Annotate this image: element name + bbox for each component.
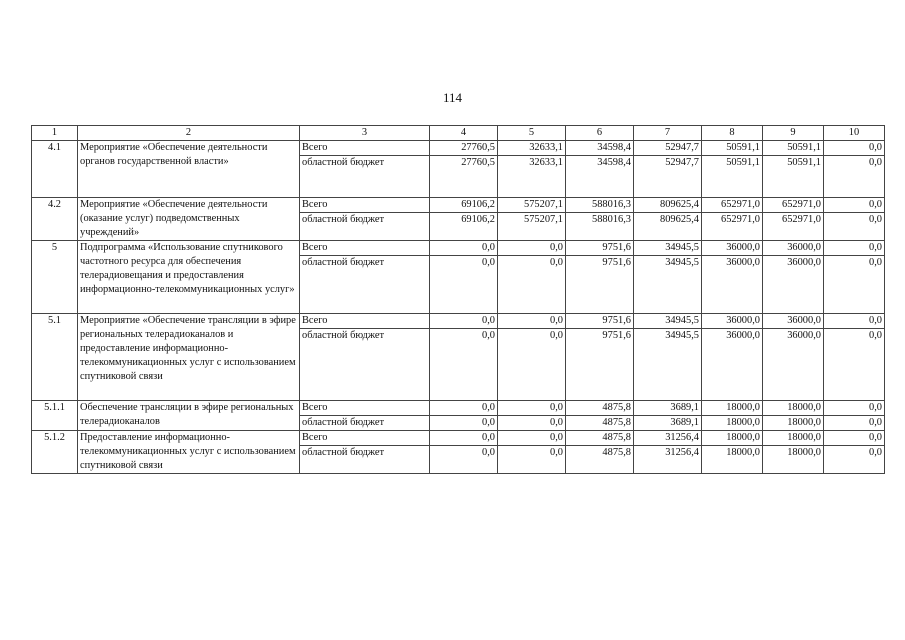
row-number: 5.1.2 (32, 431, 78, 474)
value-cell: 809625,4 (634, 213, 702, 241)
value-cell: 69106,2 (430, 198, 498, 213)
value-cell: 50591,1 (702, 141, 763, 156)
page-number: 114 (442, 90, 463, 105)
value-cell: 0,0 (824, 213, 885, 241)
value-cell: 18000,0 (763, 401, 824, 416)
value-cell: 36000,0 (763, 329, 824, 401)
funding-source: областной бюджет (300, 213, 430, 241)
table-row-total (32, 401, 885, 416)
table-row-total (32, 198, 885, 213)
value-cell: 50591,1 (763, 141, 824, 156)
value-cell: 809625,4 (634, 198, 702, 213)
value-cell: 3689,1 (634, 416, 702, 431)
value-cell: 18000,0 (763, 416, 824, 431)
value-cell: 0,0 (430, 401, 498, 416)
value-cell: 27760,5 (430, 141, 498, 156)
value-cell: 36000,0 (702, 329, 763, 401)
row-name: Мероприятие «Обеспечение трансляции в эфире региональных телерадиоканалов и предоставление информационно-телекоммуникационных услуг с использованием спутниковой связи (78, 314, 300, 401)
value-cell: 18000,0 (702, 401, 763, 416)
value-cell: 9751,6 (566, 241, 634, 256)
funding-source: Всего (300, 241, 430, 256)
value-cell: 32633,1 (498, 156, 566, 198)
row-number: 5 (32, 241, 78, 314)
value-cell: 4875,8 (566, 431, 634, 446)
row-number: 4.2 (32, 198, 78, 241)
value-cell: 34598,4 (566, 141, 634, 156)
value-cell: 4875,8 (566, 446, 634, 474)
value-cell: 0,0 (824, 256, 885, 314)
table-row-total (32, 431, 885, 446)
header-cell: 6 (566, 126, 634, 141)
row-name: Предоставление информационно-телекоммуникационных услуг с использованием спутниковой связи (78, 431, 300, 474)
funding-source: областной бюджет (300, 256, 430, 314)
header-row (32, 126, 885, 141)
value-cell: 36000,0 (763, 314, 824, 329)
value-cell: 0,0 (498, 431, 566, 446)
row-number: 5.1.1 (32, 401, 78, 431)
value-cell: 652971,0 (702, 198, 763, 213)
table-row-total (32, 314, 885, 329)
value-cell: 52947,7 (634, 156, 702, 198)
value-cell: 3689,1 (634, 401, 702, 416)
value-cell: 0,0 (824, 241, 885, 256)
budget-table (31, 125, 885, 474)
value-cell: 52947,7 (634, 141, 702, 156)
value-cell: 36000,0 (702, 256, 763, 314)
value-cell: 18000,0 (702, 446, 763, 474)
table-row-total (32, 241, 885, 256)
value-cell: 4875,8 (566, 401, 634, 416)
table-row-total (32, 141, 885, 156)
value-cell: 36000,0 (702, 314, 763, 329)
value-cell: 34945,5 (634, 329, 702, 401)
header-cell: 7 (634, 126, 702, 141)
value-cell: 4875,8 (566, 416, 634, 431)
header-cell: 3 (300, 126, 430, 141)
row-number: 4.1 (32, 141, 78, 198)
value-cell: 0,0 (824, 198, 885, 213)
value-cell: 31256,4 (634, 446, 702, 474)
header-cell: 4 (430, 126, 498, 141)
value-cell: 27760,5 (430, 156, 498, 198)
value-cell: 36000,0 (763, 256, 824, 314)
row-name: Подпрограмма «Использование спутникового частотного ресурса для обеспечения телерадиовещания и предоставления информационно-телекоммуникационных услуг» (78, 241, 300, 314)
value-cell: 9751,6 (566, 314, 634, 329)
value-cell: 9751,6 (566, 256, 634, 314)
value-cell: 34598,4 (566, 156, 634, 198)
value-cell: 652971,0 (763, 213, 824, 241)
header-cell: 9 (763, 126, 824, 141)
header-cell: 8 (702, 126, 763, 141)
value-cell: 32633,1 (498, 141, 566, 156)
header-cell: 2 (78, 126, 300, 141)
funding-source: Всего (300, 198, 430, 213)
value-cell: 652971,0 (702, 213, 763, 241)
header-cell: 5 (498, 126, 566, 141)
value-cell: 0,0 (498, 241, 566, 256)
header-cell: 10 (824, 126, 885, 141)
value-cell: 0,0 (498, 256, 566, 314)
value-cell: 50591,1 (763, 156, 824, 198)
value-cell: 18000,0 (702, 416, 763, 431)
value-cell: 69106,2 (430, 213, 498, 241)
funding-source: областной бюджет (300, 446, 430, 474)
funding-source: Всего (300, 401, 430, 416)
value-cell: 0,0 (824, 416, 885, 431)
value-cell: 0,0 (824, 156, 885, 198)
funding-source: Всего (300, 141, 430, 156)
value-cell: 36000,0 (702, 241, 763, 256)
funding-source: областной бюджет (300, 416, 430, 431)
value-cell: 0,0 (430, 256, 498, 314)
value-cell: 588016,3 (566, 213, 634, 241)
value-cell: 0,0 (430, 446, 498, 474)
value-cell: 0,0 (824, 141, 885, 156)
value-cell: 0,0 (824, 314, 885, 329)
value-cell: 18000,0 (702, 431, 763, 446)
value-cell: 652971,0 (763, 198, 824, 213)
value-cell: 0,0 (430, 241, 498, 256)
header-cell: 1 (32, 126, 78, 141)
value-cell: 0,0 (498, 416, 566, 431)
value-cell: 588016,3 (566, 198, 634, 213)
value-cell: 0,0 (824, 446, 885, 474)
value-cell: 0,0 (824, 431, 885, 446)
value-cell: 0,0 (824, 329, 885, 401)
value-cell: 18000,0 (763, 431, 824, 446)
funding-source: Всего (300, 431, 430, 446)
value-cell: 18000,0 (763, 446, 824, 474)
value-cell: 34945,5 (634, 256, 702, 314)
value-cell: 0,0 (498, 314, 566, 329)
funding-source: областной бюджет (300, 329, 430, 401)
value-cell: 34945,5 (634, 314, 702, 329)
value-cell: 9751,6 (566, 329, 634, 401)
value-cell: 0,0 (430, 314, 498, 329)
row-name: Мероприятие «Обеспечение деятельности (оказание услуг) подведомственных учреждений» (78, 198, 300, 241)
value-cell: 0,0 (498, 329, 566, 401)
funding-source: областной бюджет (300, 156, 430, 198)
value-cell: 36000,0 (763, 241, 824, 256)
value-cell: 0,0 (430, 416, 498, 431)
funding-source: Всего (300, 314, 430, 329)
table-body (32, 126, 885, 474)
value-cell: 50591,1 (702, 156, 763, 198)
value-cell: 575207,1 (498, 213, 566, 241)
value-cell: 0,0 (430, 431, 498, 446)
value-cell: 34945,5 (634, 241, 702, 256)
value-cell: 31256,4 (634, 431, 702, 446)
value-cell: 0,0 (430, 329, 498, 401)
row-number: 5.1 (32, 314, 78, 401)
value-cell: 575207,1 (498, 198, 566, 213)
value-cell: 0,0 (498, 401, 566, 416)
value-cell: 0,0 (824, 401, 885, 416)
row-name: Мероприятие «Обеспечение деятельности органов государственной власти» (78, 141, 300, 198)
value-cell: 0,0 (498, 446, 566, 474)
row-name: Обеспечение трансляции в эфире региональных телерадиоканалов (78, 401, 300, 431)
